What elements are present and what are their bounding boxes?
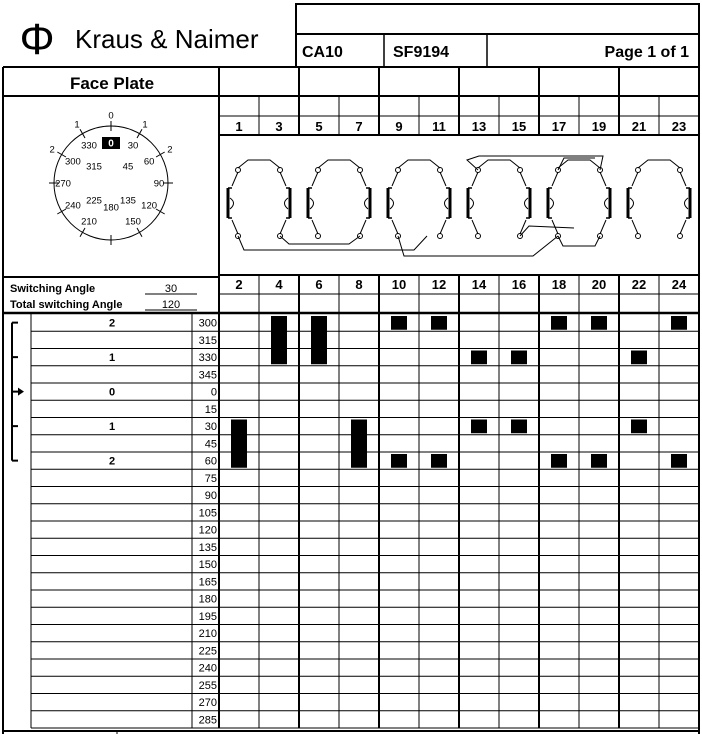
wire — [558, 236, 600, 246]
terminal-top-label: 3 — [275, 119, 283, 134]
face-plate — [10, 74, 197, 311]
terminal-point-icon — [236, 168, 241, 173]
position-angle: 45 — [204, 438, 217, 451]
contact-closed-mark — [671, 316, 687, 330]
contact-closed-mark-join — [271, 329, 287, 334]
dial-label: 300 — [64, 156, 81, 168]
terminal-top-label: 1 — [235, 119, 243, 134]
terminal-point-icon — [396, 168, 401, 173]
terminal-point-icon — [316, 168, 321, 173]
terminal-top-label: 5 — [315, 119, 323, 134]
switching-angle-value: 30 — [164, 283, 178, 295]
contact-closed-mark — [671, 454, 687, 468]
dial-label: 270 — [55, 178, 71, 190]
position-angle: 195 — [198, 610, 217, 623]
terminal-point-icon — [438, 168, 443, 173]
contact-closed-mark — [391, 316, 407, 330]
terminal-bottom-label: 14 — [471, 277, 487, 292]
terminal-point-icon — [438, 234, 443, 239]
position-angle: 180 — [198, 593, 217, 606]
contact-closed-mark — [391, 454, 407, 468]
position-angle: 345 — [198, 369, 217, 382]
contact-closed-mark — [311, 333, 327, 347]
contact-closed-mark — [431, 316, 447, 330]
dial-label: 60 — [143, 156, 155, 168]
terminal-bottom-label: 8 — [355, 277, 363, 292]
terminal-bottom-label: 20 — [591, 277, 607, 292]
position-angle: 15 — [204, 403, 217, 416]
position-angle: 75 — [204, 472, 217, 485]
dial-label: 1 — [74, 119, 80, 131]
total-switching-angle-label: Total switching Angle — [10, 299, 123, 311]
contact-closed-mark-join — [351, 432, 367, 437]
terminal-point-icon — [678, 234, 683, 239]
position-angle: 105 — [198, 507, 217, 520]
contact-closed-mark — [231, 420, 247, 434]
dial-label: 330 — [81, 140, 97, 152]
switching-table — [3, 67, 699, 734]
position-label: 2 — [108, 317, 116, 330]
contact-closed-mark — [551, 316, 567, 330]
contact-closed-mark — [311, 316, 327, 330]
terminal-point-icon — [316, 234, 321, 239]
dial-tick — [137, 228, 142, 237]
dial-label: 210 — [81, 216, 97, 228]
position-angle: 135 — [198, 541, 217, 554]
terminal-top-label: 19 — [591, 119, 607, 134]
home-position-arrow-icon — [18, 388, 24, 396]
dial-tick — [80, 228, 85, 237]
contact-closed-mark — [551, 454, 567, 468]
company-name: Kraus & Naimer — [75, 24, 259, 54]
contact-closed-mark — [631, 351, 647, 365]
position-angle: 165 — [198, 576, 217, 589]
dial-label: 180 — [103, 202, 119, 214]
position-label: 0 — [108, 386, 116, 399]
dial-label: 2 — [49, 144, 55, 156]
contact-closed-mark — [271, 351, 287, 365]
position-angle: 210 — [198, 628, 217, 641]
position-angle: 270 — [198, 697, 217, 710]
contact-closed-mark-join — [351, 450, 367, 455]
terminal-point-icon — [678, 168, 683, 173]
terminal-point-icon — [476, 234, 481, 239]
terminal-bottom-label: 2 — [235, 277, 243, 292]
contact-closed-mark-join — [231, 432, 247, 437]
dial-tick — [80, 129, 85, 138]
contact-closed-mark-join — [311, 329, 327, 334]
page-number: Page 1 of 1 — [604, 44, 689, 61]
terminal-point-icon — [518, 168, 523, 173]
terminal-bottom-label: 12 — [431, 277, 447, 292]
contact-closed-mark — [351, 420, 367, 434]
dial-label: 45 — [122, 161, 134, 173]
product-code: CA10 — [302, 44, 343, 61]
position-angle: 0 — [210, 386, 217, 399]
dial-label: 135 — [120, 195, 136, 207]
dial-label: 30 — [127, 140, 139, 152]
contact-closed-mark — [631, 420, 647, 434]
position-label: 1 — [108, 352, 116, 365]
contact-cell — [388, 160, 450, 239]
dial-label: 120 — [141, 200, 158, 212]
dial-label: 240 — [64, 200, 81, 212]
terminal-bottom-label: 4 — [275, 277, 283, 292]
terminal-point-icon — [358, 168, 363, 173]
position-angle: 300 — [198, 317, 217, 330]
dial-tick — [156, 152, 165, 157]
dial-label: 0 — [108, 110, 114, 122]
contact-closed-mark — [271, 333, 287, 347]
terminal-top-label: 23 — [671, 119, 687, 134]
contact-diagram — [228, 156, 690, 256]
terminal-top-label: 13 — [471, 119, 487, 134]
dial-label: 150 — [125, 216, 141, 228]
dial-label: 2 — [167, 144, 173, 156]
contact-closed-mark — [511, 420, 527, 434]
contact-closed-mark — [351, 454, 367, 468]
dial-label: 225 — [86, 195, 102, 207]
terminal-top-label: 17 — [551, 119, 567, 134]
switching-angle-label: Switching Angle — [10, 283, 96, 295]
contact-closed-mark-join — [271, 346, 287, 351]
terminal-top-label: 11 — [432, 119, 446, 134]
contact-closed-mark — [591, 454, 607, 468]
terminal-point-icon — [636, 234, 641, 239]
header-blank-cell — [296, 4, 699, 34]
dial-pointer-label: 0 — [108, 138, 114, 150]
dial-tick — [137, 129, 142, 138]
contact-closed-mark — [591, 316, 607, 330]
terminal-bottom-label: 18 — [551, 277, 567, 292]
terminal-top-label: 21 — [631, 119, 647, 134]
terminal-bottom-label: 6 — [315, 277, 323, 292]
terminal-bottom-label: 24 — [671, 277, 687, 292]
dial-label: 90 — [153, 178, 165, 190]
contact-closed-mark — [231, 454, 247, 468]
terminal-top-label: 7 — [355, 119, 363, 134]
position-angle: 120 — [198, 524, 217, 537]
position-angle: 240 — [198, 662, 217, 675]
dial-label: 315 — [86, 161, 102, 173]
position-label: 2 — [108, 455, 116, 468]
contact-cell — [308, 160, 370, 239]
contact-closed-mark — [471, 420, 487, 434]
contact-closed-mark — [231, 437, 247, 451]
terminal-top-label: 9 — [395, 119, 403, 134]
contact-closed-mark — [311, 351, 327, 365]
contact-closed-mark-join — [231, 450, 247, 455]
terminal-point-icon — [636, 168, 641, 173]
position-angle: 60 — [204, 455, 217, 468]
wire — [520, 226, 574, 236]
position-angle: 285 — [198, 714, 217, 727]
contact-closed-mark — [351, 437, 367, 451]
total-switching-angle-value: 120 — [161, 299, 181, 311]
position-angle: 225 — [198, 645, 217, 658]
position-angle: 90 — [204, 490, 217, 503]
terminal-point-icon — [278, 168, 283, 173]
logo-phi-icon: Φ — [19, 15, 55, 64]
contact-cell — [628, 160, 690, 239]
contact-cell — [548, 160, 610, 239]
terminal-top-label: 15 — [511, 119, 527, 134]
terminal-bottom-label: 10 — [391, 277, 407, 292]
terminal-bottom-label: 22 — [631, 277, 647, 292]
contact-cell — [228, 160, 290, 239]
dial-label: 1 — [142, 119, 148, 131]
contact-closed-mark — [431, 454, 447, 468]
position-angle: 30 — [204, 421, 217, 434]
position-angle: 315 — [198, 334, 217, 347]
position-angle: 330 — [198, 352, 217, 365]
position-angle: 255 — [198, 679, 217, 692]
face-plate-title: Face Plate — [69, 74, 155, 93]
terminal-bottom-label: 16 — [511, 277, 527, 292]
contact-closed-mark — [471, 351, 487, 365]
position-markers — [12, 323, 24, 461]
contact-closed-mark-join — [311, 346, 327, 351]
header — [3, 3, 699, 67]
dial — [49, 111, 173, 246]
position-angle: 150 — [198, 559, 217, 572]
contact-closed-mark — [271, 316, 287, 330]
contact-closed-mark — [511, 351, 527, 365]
contact-cell — [468, 160, 530, 239]
dial-tick — [156, 209, 165, 214]
sheet-id: SF9194 — [393, 44, 450, 61]
position-label: 1 — [108, 421, 116, 434]
